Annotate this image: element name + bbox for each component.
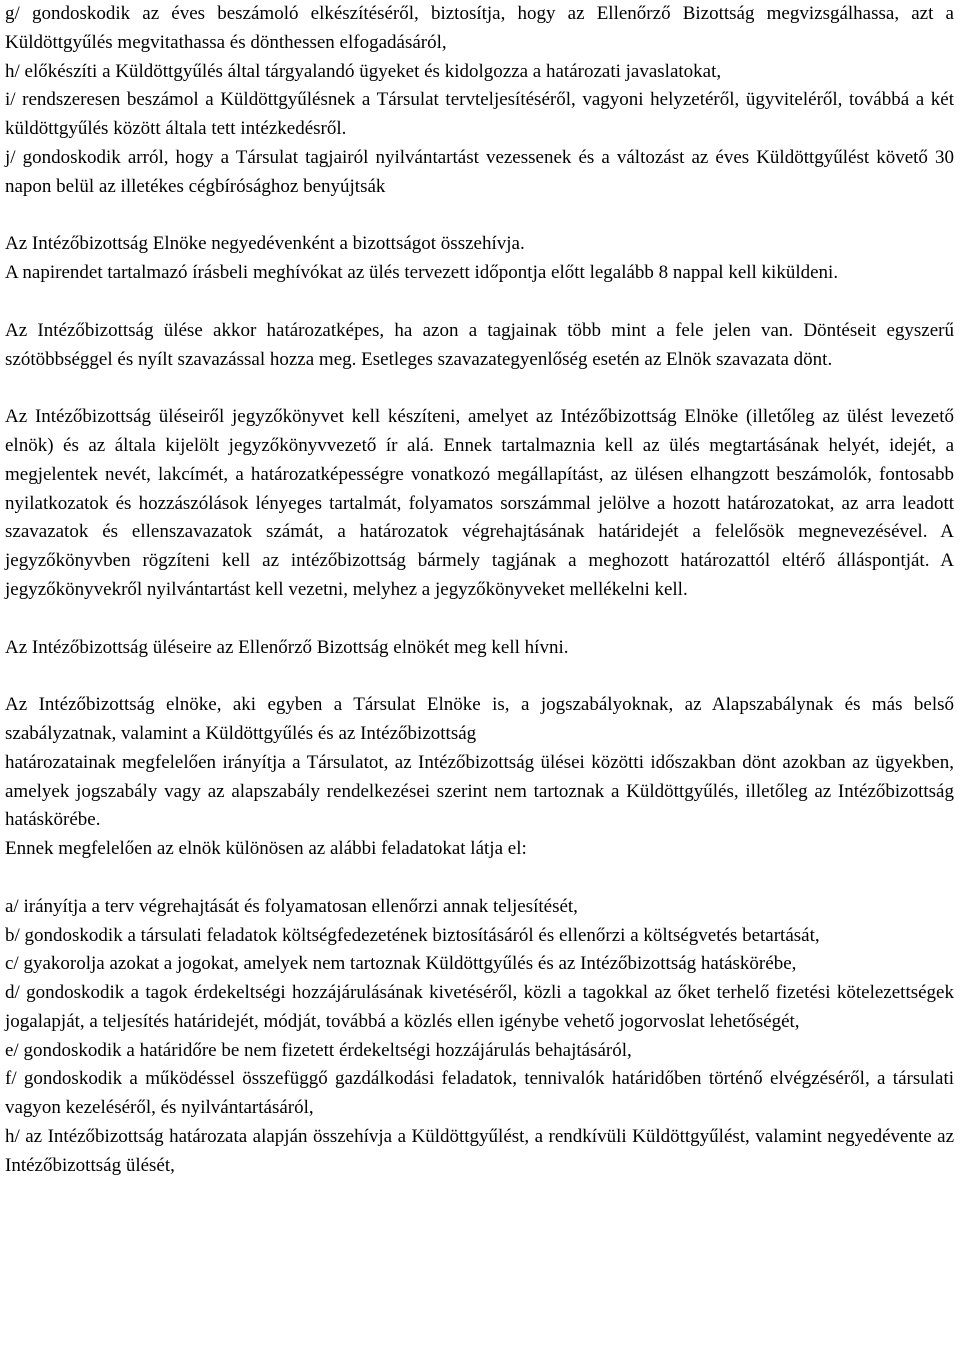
paragraph-spacer (5, 605, 954, 634)
paragraph-spacer (5, 288, 954, 317)
list-item-b: b/ gondoskodik a társulati feladatok költségfedezetének biztosításáról és ellenőrzi a költségvetés betartását, (5, 924, 820, 946)
paragraph-i: i/ rendszeresen beszámol a Küldöttgyűlésnek a Társulat tervteljesítéséről, vagyoni helyzetéről, ügyviteléről, továbbá a két küldöttgyűlés között általa tett intézkedésről. (5, 89, 954, 140)
list-item-f: f/ gondoskodik a működéssel összefüggő gazdálkodási feladatok, tennivalók határidőben történő elvégzéséről, a társulati vagyon kezeléséről, és nyilvántartásáról, (5, 1068, 954, 1119)
paragraph-spacer (5, 374, 954, 403)
paragraph-tasks-intro: Ennek megfelelően az elnök különösen az alábbi feladatokat látja el: (5, 838, 527, 860)
paragraph-meeting-convening: Az Intézőbizottság Elnöke negyedévenként a bizottságot összehívja. (5, 233, 525, 255)
paragraph-chairman-cont: határozatainak megfelelően irányítja a Társulatot, az Intézőbizottság ülései közötti időszakban dönt azokban az ügyekben, amelyek jogszabály vagy az alapszabály rendelkezései szerint nem tartoznak a Küldöttgyűlés, illetőleg az Intézőbizottság hatáskörébe. (5, 751, 954, 831)
list-item-c: c/ gyakorolja azokat a jogokat, amelyek nem tartoznak Küldöttgyűlés és az Intézőbizottság hatáskörébe, (5, 953, 797, 975)
paragraph-h: h/ előkészíti a Küldöttgyűlés által tárgyalandó ügyeket és kidolgozza a határozati javaslatokat, (5, 60, 722, 82)
paragraph-chairman: Az Intézőbizottság elnöke, aki egyben a Társulat Elnöke is, a jogszabályoknak, az Alapszabálynak és más belső szabályzatnak, valamint a Küldöttgyűlés és az Intézőbizottság (5, 694, 954, 744)
list-item-a: a/ irányítja a terv végrehajtását és folyamatosan ellenőrzi annak teljesítését, (5, 895, 578, 917)
paragraph-spacer (5, 864, 954, 893)
paragraph-supervisory-invite: Az Intézőbizottság üléseire az Ellenőrző Bizottság elnökét meg kell hívni. (5, 636, 569, 658)
paragraph-invitation: A napirendet tartalmazó írásbeli meghívókat az ülés tervezett időpontja előtt legalább 8 nappal kell kiküldeni. (5, 262, 839, 284)
paragraph-spacer (5, 662, 954, 691)
list-item-d: d/ gondoskodik a tagok érdekeltségi hozzájárulásának kivetéséről, közli a tagokkal az őket terhelő fizetési kötelezettségek jogalapját, a teljesítés határidejét, módját, továbbá a közlés ellen igénybe vehető jogorvoslat lehetőségét, (5, 982, 954, 1032)
paragraph-spacer (5, 202, 954, 231)
paragraph-quorum: Az Intézőbizottság ülése akkor határozatképes, ha azon a tagjainak több mint a fele jelen van. Döntéseit egyszerű szótöbbséggel és nyílt szavazással hozza meg. Esetleges szavazategyenlőség esetén az Elnök szavazata dönt. (5, 319, 954, 370)
paragraph-minutes: Az Intézőbizottság üléseiről jegyzőkönyvet kell készíteni, amelyet az Intézőbizottság Elnöke (illetőleg az ülést levezető elnök) és az általa kijelölt jegyzőkönyvvezető ír alá. Ennek tartalmaznia kell az ülés megtartásának helyét, idejét, a megjelentek nevét, lakcímét, a határozatképességre vonatkozó megállapítást, az ülésen elhangzott beszámolók, fontosabb nyilatkozatok és hozzászólások lényeges tartalmát, folyamatos sorszámmal jelölve a hozott határozatokat, az arra leadott szavazatok és ellenszavazatok számát, a határozatok végrehajtásának határidejét a felelősök megnevezésével. A jegyzőkönyvben rögzíteni kell az intézőbizottság bármely tagjának a meghozott határozattól eltérő álláspontját. A jegyzőkönyvekről nyilvántartást kell vezetni, melyhez a jegyzőkönyveket mellékelni kell. (5, 406, 954, 600)
list-item-e: e/ gondoskodik a határidőre be nem fizetett érdekeltségi hozzájárulás behajtásáról, (5, 1039, 632, 1061)
paragraph-j: j/ gondoskodik arról, hogy a Társulat tagjairól nyilvántartást vezessenek és a változást az éves Küldöttgyűlést követő 30 napon belül az illetékes cégbírósághoz benyújtsák (5, 146, 954, 197)
paragraph-g: g/ gondoskodik az éves beszámoló elkészítéséről, biztosítja, hogy az Ellenőrző Bizottság megvizsgálhassa, azt a Küldöttgyűlés megvitathassa és dönthessen elfogadásáról, (5, 3, 954, 53)
list-item-h: h/ az Intézőbizottság határozata alapján összehívja a Küldöttgyűlést, a rendkívüli Küldöttgyűlést, valamint negyedévente az Intézőbizottság ülését, (5, 1126, 954, 1176)
